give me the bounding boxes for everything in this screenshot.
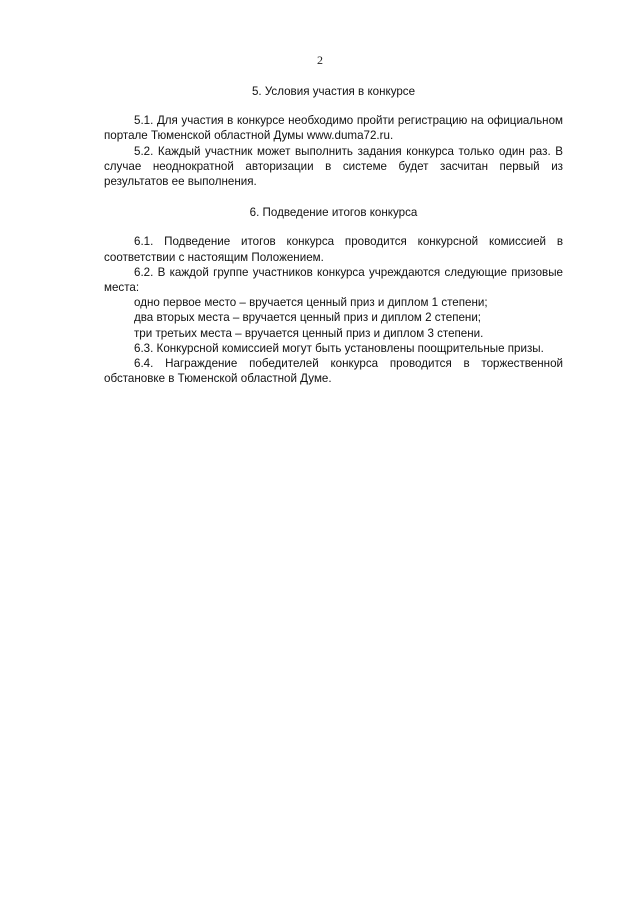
section-5-title: 5. Условия участия в конкурсе xyxy=(251,85,416,98)
prize-list-item-1: одно первое место – вручается ценный приз и диплом 1 степени; xyxy=(134,296,488,310)
paragraph-5-2: 5.2. Каждый участник может выполнить задания конкурса только один раз. В случае неоднократной авторизации в системе будет засчитан первый из результатов ее выполнения. xyxy=(104,144,563,189)
spacer xyxy=(104,220,563,234)
paragraph-6-4: 6.4. Награждение победителей конкурса проводится в торжественной обстановке в Тюменской областной Думе. xyxy=(104,357,563,386)
prize-list-item-3: три третьих места – вручается ценный приз и диплом 3 степени. xyxy=(134,326,484,340)
page-number: 2 xyxy=(317,53,323,67)
spacer xyxy=(104,99,563,113)
paragraph-6-1: 6.1. Подведение итогов конкурса проводится конкурсной комиссией в соответствии с настоящим Положением. xyxy=(104,235,563,264)
paragraph-6-3: 6.3. Конкурсной комиссией могут быть установлены поощрительные призы. xyxy=(134,341,544,355)
paragraph-5-1: 5.1. Для участия в конкурсе необходимо пройти регистрацию на официальном портале Тюменской областной Думы www.duma72.ru. xyxy=(104,114,563,143)
paragraph-6-2: 6.2. В каждой группе участников конкурса учреждаются следующие призовые места: xyxy=(104,265,563,295)
section-6-title: 6. Подведение итогов конкурса xyxy=(249,206,418,220)
document-body xyxy=(104,78,563,386)
prize-list-item-2: два вторых места – вручается ценный приз и диплом 2 степени; xyxy=(134,311,482,325)
